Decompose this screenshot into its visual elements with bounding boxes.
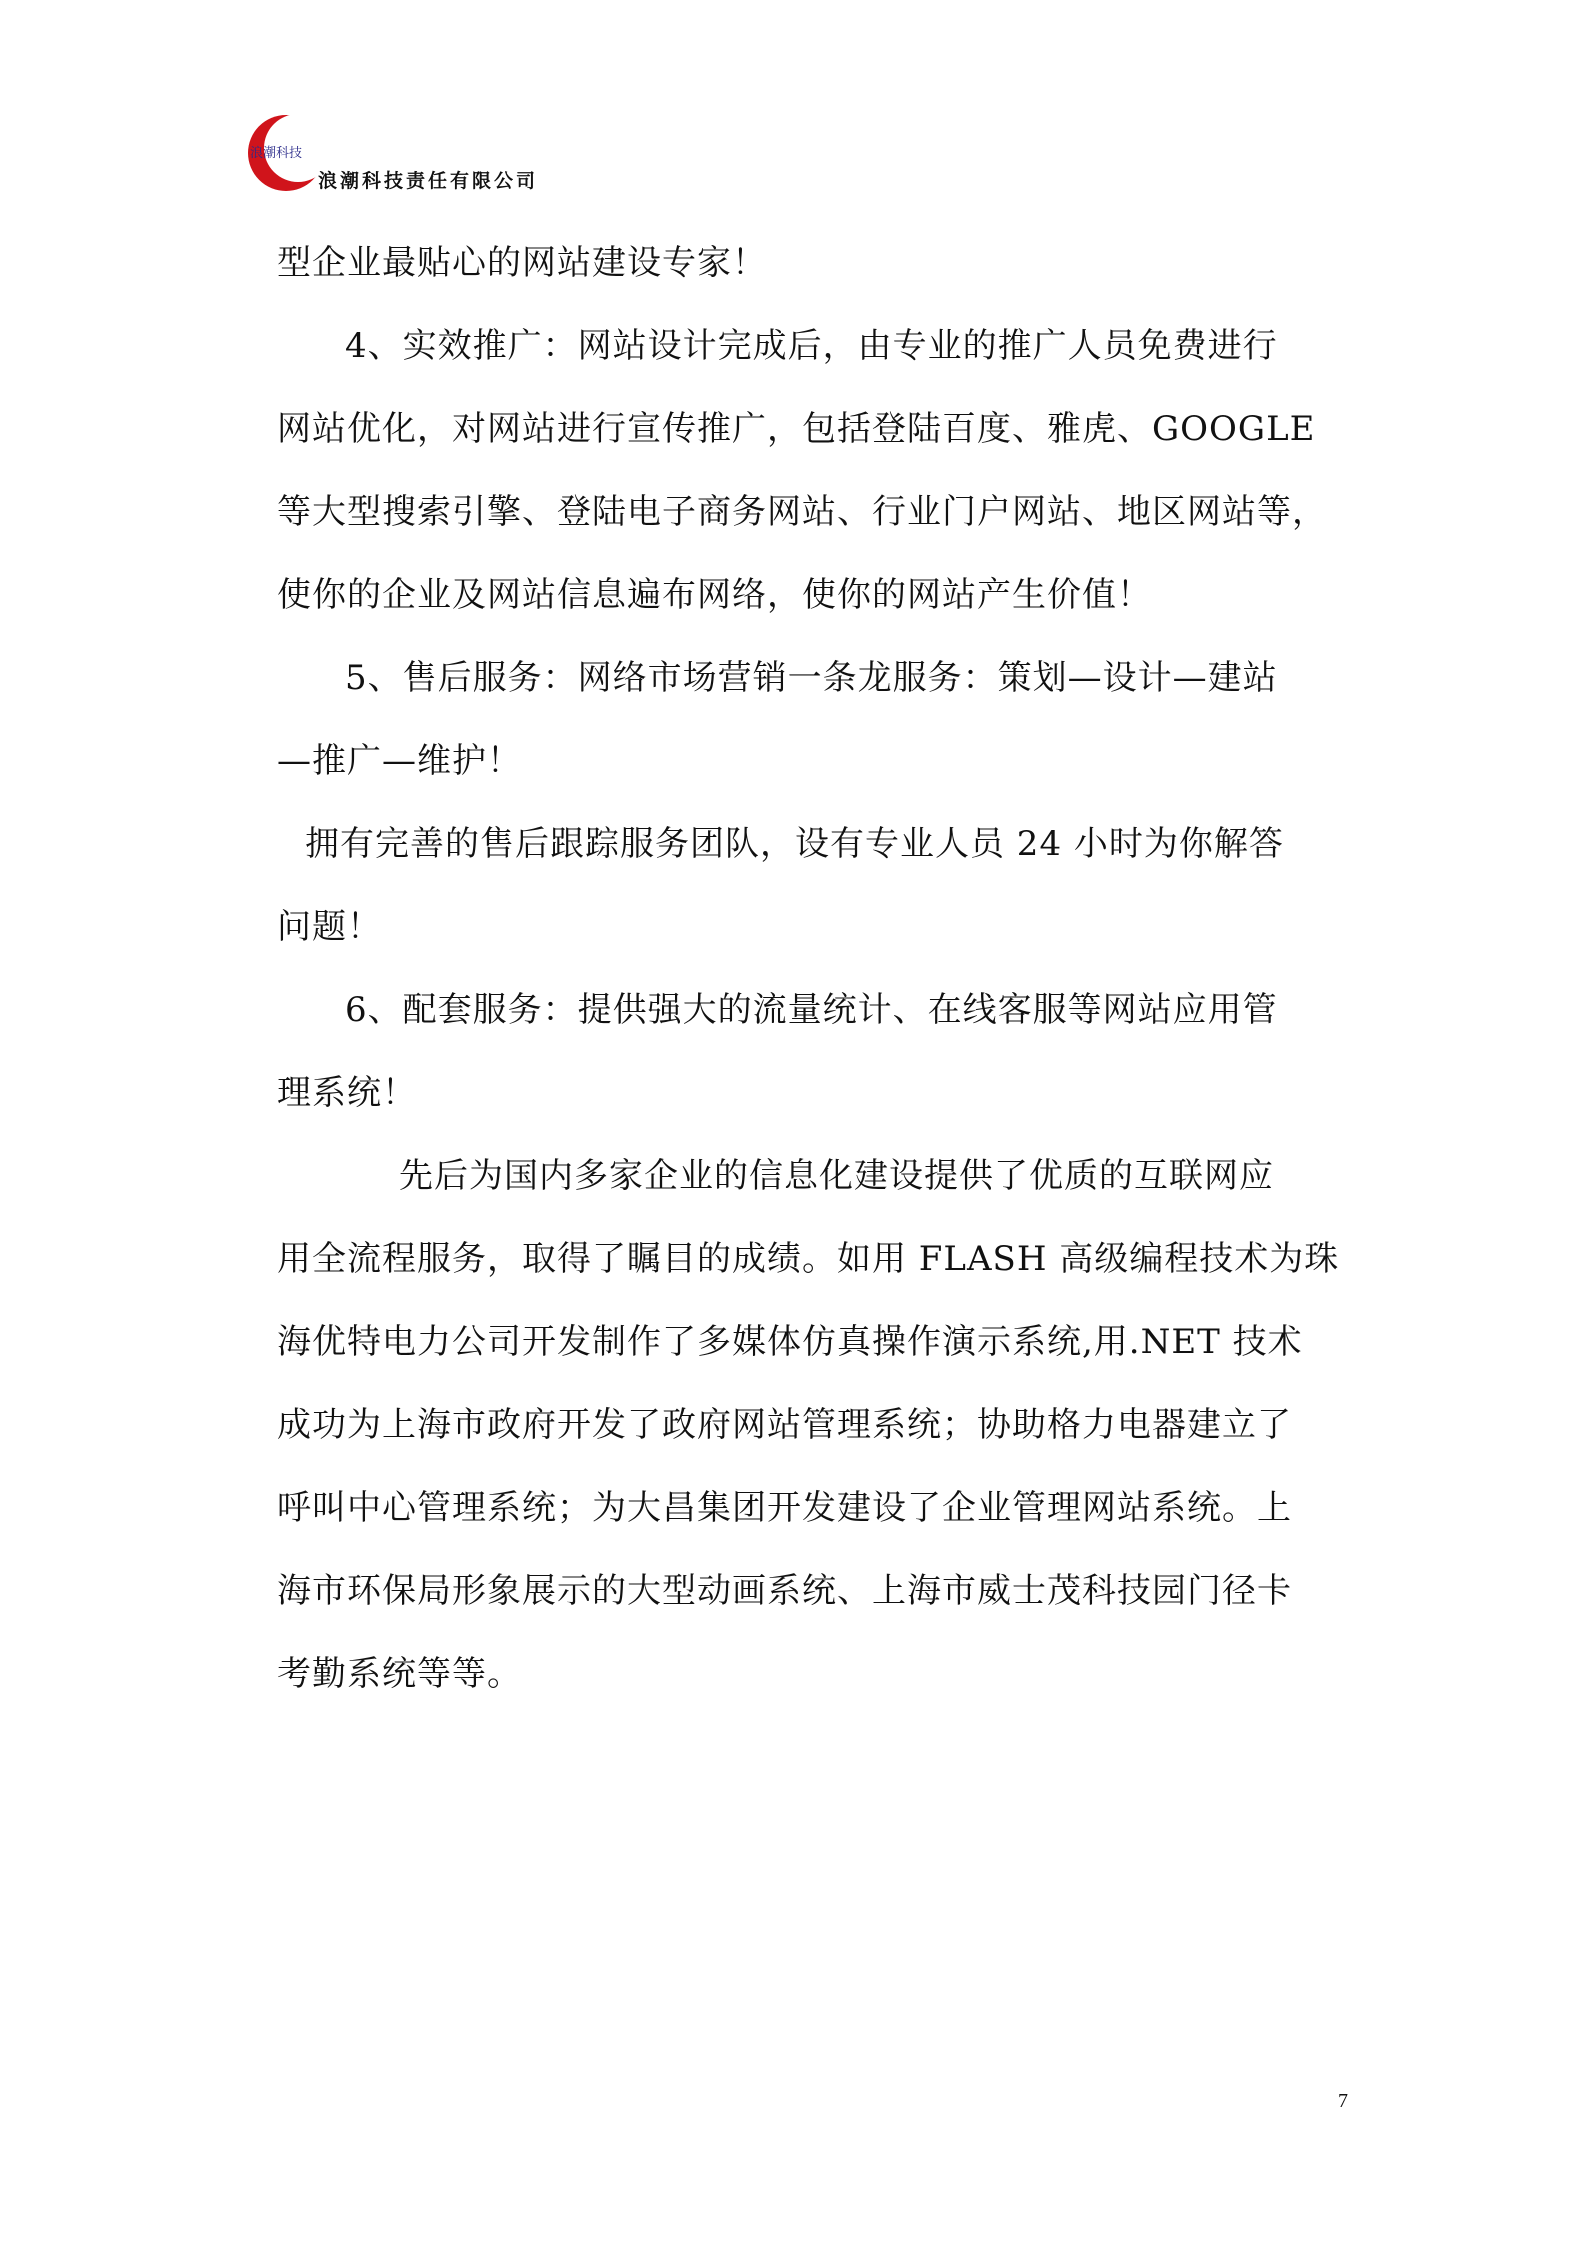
body-line: 考勤系统等等。 (277, 1654, 522, 1694)
body-line: 成功为上海市政府开发了政府网站管理系统；协助格力电器建立了 (277, 1405, 1292, 1445)
body-line: 网站优化，对网站进行宣传推广，包括登陆百度、雅虎、GOOGLE (277, 409, 1316, 449)
body-line: 5、售后服务：网络市场营销一条龙服务：策划—设计—建站 (345, 658, 1278, 698)
body-line: 4、实效推广：网站设计完成后，由专业的推广人员免费进行 (345, 326, 1278, 366)
company-name: 浪潮科技责任有限公司 (318, 170, 539, 192)
body-line: 先后为国内多家企业的信息化建设提供了优质的互联网应 (399, 1156, 1274, 1196)
body-line: 拥有完善的售后跟踪服务团队，设有专业人员 24 小时为你解答 (305, 824, 1284, 864)
body-line: 海市环保局形象展示的大型动画系统、上海市威士茂科技园门径卡 (277, 1571, 1292, 1611)
body-line: 海优特电力公司开发制作了多媒体仿真操作演示系统,用.NET 技术 (277, 1322, 1303, 1362)
logo-text: 浪潮科技 (250, 146, 303, 161)
body-line: —推广—维护！ (277, 741, 522, 781)
document-body (277, 222, 1357, 1716)
body-line: 问题！ (277, 907, 382, 947)
body-line: 等大型搜索引擎、登陆电子商务网站、行业门户网站、地区网站等， (277, 492, 1327, 532)
body-line: 理系统！ (277, 1073, 417, 1113)
body-line: 使你的企业及网站信息遍布网络，使你的网站产生价值！ (277, 575, 1152, 615)
page-number: 7 (1338, 2090, 1348, 2112)
body-line: 呼叫中心管理系统；为大昌集团开发建设了企业管理网站系统。上 (277, 1488, 1292, 1528)
body-line: 型企业最贴心的网站建设专家！ (277, 243, 767, 283)
body-line: 6、配套服务：提供强大的流量统计、在线客服等网站应用管 (345, 990, 1278, 1030)
company-logo-icon (240, 108, 330, 198)
page-header (240, 108, 580, 198)
body-line: 用全流程服务，取得了瞩目的成绩。如用 FLASH 高级编程技术为珠 (277, 1239, 1340, 1279)
